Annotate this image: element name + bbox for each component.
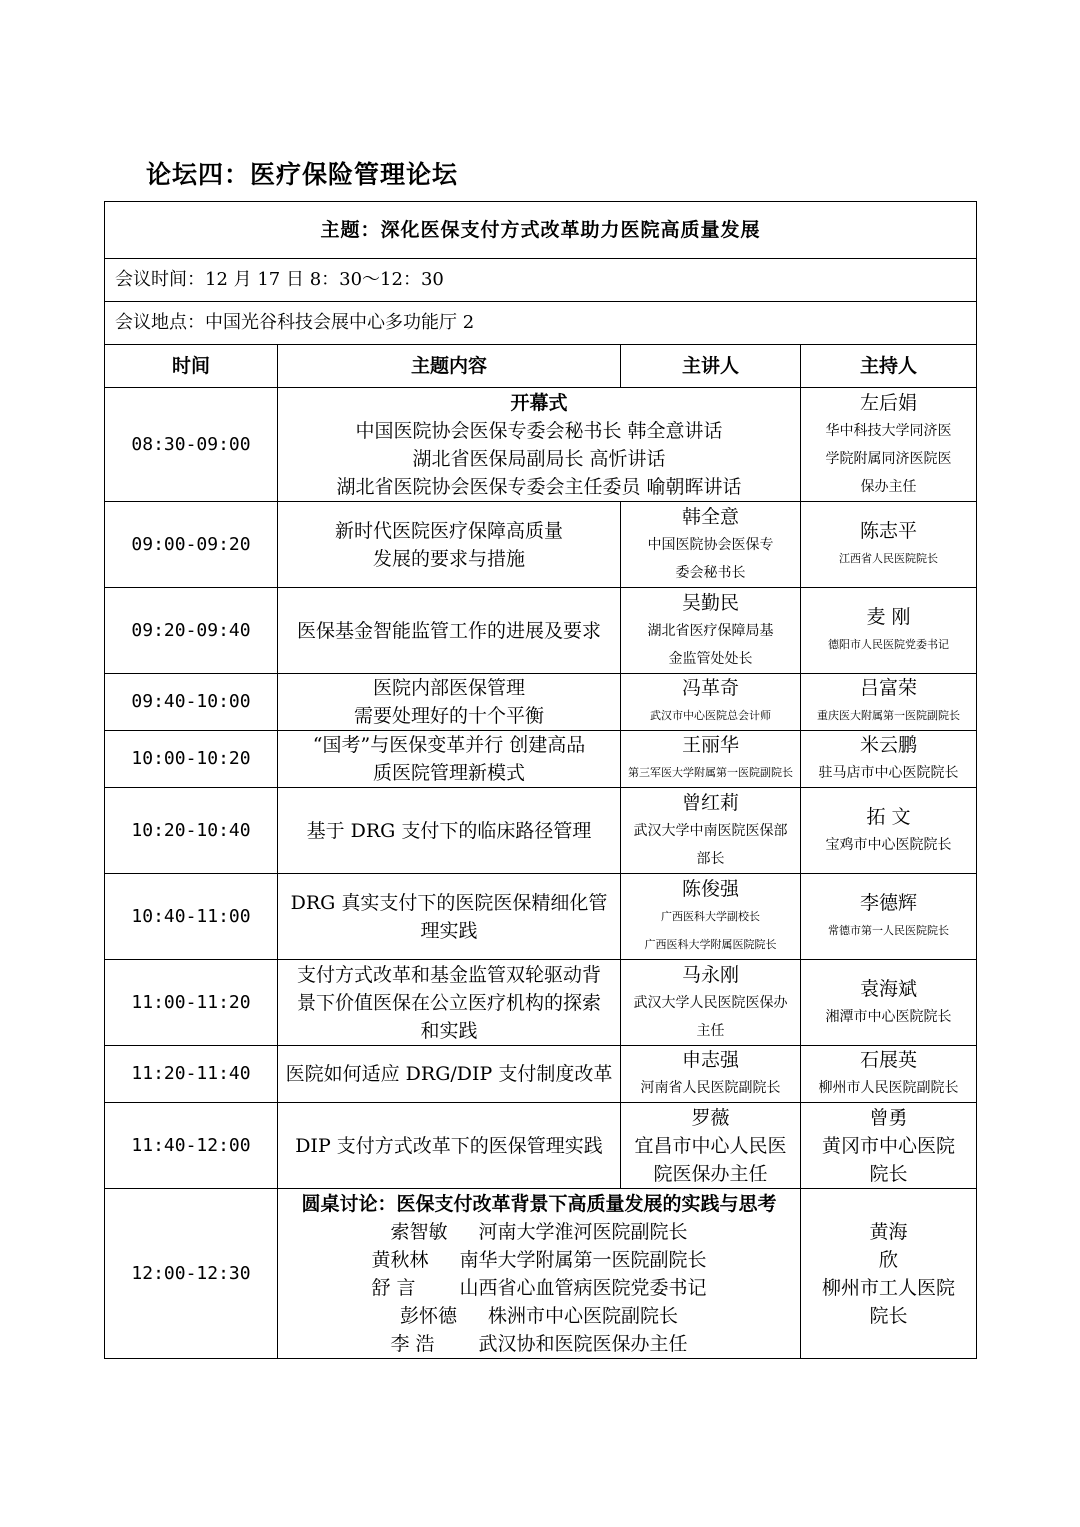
session-topic xyxy=(278,731,621,788)
speaker-title: 广西医科大学副校长 xyxy=(661,909,760,923)
host-title: 黄冈市中心医院 xyxy=(822,1134,956,1157)
panelist xyxy=(282,1218,796,1246)
topic-line: DRG 真实支付下的医院医保精细化管 xyxy=(290,891,608,914)
session-time: 11:40-12:00 xyxy=(105,1103,278,1189)
session-host xyxy=(801,731,977,788)
session-row xyxy=(105,502,977,588)
speaker-title: 河南省人民医院副院长 xyxy=(640,1080,781,1096)
speaker-name: 陈俊强 xyxy=(681,877,739,900)
session-time: 10:20-10:40 xyxy=(105,788,278,874)
session-row xyxy=(105,788,977,874)
panelist xyxy=(282,1302,796,1330)
session-time: 09:20-09:40 xyxy=(105,588,278,674)
session-topic xyxy=(278,588,621,674)
speaker-name: 罗薇 xyxy=(691,1106,730,1129)
opening-title: 开幕式 xyxy=(510,391,568,414)
speaker-title: 宜昌市中心人民医 xyxy=(634,1134,787,1157)
session-speaker xyxy=(621,1103,801,1189)
host-name: 曾勇 xyxy=(869,1106,908,1129)
opening-time: 08:30-09:00 xyxy=(105,388,278,502)
session-host xyxy=(801,588,977,674)
speaker-title: 院医保办主任 xyxy=(653,1162,768,1185)
host-title: 保办主任 xyxy=(860,478,917,495)
speaker-title: 第三军医大学附属第一医院副院长 xyxy=(628,766,793,779)
speaker-name: 冯革奇 xyxy=(681,677,739,699)
header-row xyxy=(105,345,977,388)
speaker-title: 委会秘书长 xyxy=(675,564,746,581)
speaker-title: 湖北省医疗保障局基 xyxy=(647,622,774,639)
opening-row xyxy=(105,388,977,502)
forum-title: 论坛四：医疗保险管理论坛 xyxy=(146,160,459,189)
host-title: 重庆医大附属第一医院副院长 xyxy=(817,709,960,722)
topic-line: 景下价值医保在公立医疗机构的探索 xyxy=(296,991,601,1014)
host-name: 米云鹏 xyxy=(860,734,918,756)
topic-line: 和实践 xyxy=(420,1019,478,1042)
session-row xyxy=(105,960,977,1046)
topic-line: 质医院管理新模式 xyxy=(372,762,525,784)
session-host xyxy=(801,1103,977,1189)
session-host xyxy=(801,1046,977,1103)
host-title: 常德市第一人民医院院长 xyxy=(828,923,949,937)
panelist-name: 舒 言 xyxy=(371,1276,416,1299)
theme-title: 主题：深化医保支付方式改革助力医院高质量发展 xyxy=(105,202,977,259)
panelist xyxy=(282,1330,796,1358)
topic-line: “国考”与医保变革并行 创建高品 xyxy=(312,734,586,756)
speaker-title: 金监管处处长 xyxy=(668,650,753,667)
roundtable-host xyxy=(801,1189,977,1359)
session-speaker xyxy=(621,1046,801,1103)
host-title: 湘潭市中心医院院长 xyxy=(825,1008,952,1025)
panelist-title: 河南大学淮河医院副院长 xyxy=(478,1220,688,1243)
host-line: 院长 xyxy=(869,1304,908,1327)
speaker-title: 主任 xyxy=(696,1022,725,1039)
session-time: 11:20-11:40 xyxy=(105,1046,278,1103)
session-host xyxy=(801,788,977,874)
session-time: 09:40-10:00 xyxy=(105,674,278,731)
topic-line: 医院内部医保管理 xyxy=(372,677,525,699)
topic-line: 发展的要求与措施 xyxy=(372,547,525,570)
opening-content xyxy=(278,388,801,502)
opening-line: 中国医院协会医保专委会秘书长 韩全意讲话 xyxy=(355,419,723,442)
session-topic xyxy=(278,874,621,960)
schedule-table xyxy=(104,201,977,1359)
session-speaker xyxy=(621,731,801,788)
topic-line: 需要处理好的十个平衡 xyxy=(353,705,544,727)
speaker-title: 中国医院协会医保专 xyxy=(647,536,774,553)
roundtable-row xyxy=(105,1189,977,1359)
roundtable-content xyxy=(278,1189,801,1359)
header-host: 主持人 xyxy=(801,345,977,388)
roundtable-time: 12:00-12:30 xyxy=(105,1189,278,1359)
session-topic xyxy=(278,502,621,588)
session-host xyxy=(801,502,977,588)
panelist-name: 李 浩 xyxy=(390,1332,435,1355)
topic-line: 理实践 xyxy=(420,919,478,942)
session-speaker xyxy=(621,788,801,874)
session-time: 09:00-09:20 xyxy=(105,502,278,588)
host-name: 左后娟 xyxy=(860,391,918,414)
session-host xyxy=(801,674,977,731)
session-topic xyxy=(278,788,621,874)
speaker-title: 武汉大学人民医院医保办 xyxy=(633,994,788,1011)
meeting-time: 会议时间：12 月 17 日 8：30～12：30 xyxy=(105,259,977,302)
panelist-title: 山西省心血管病医院党委书记 xyxy=(459,1276,707,1299)
topic-line: 新时代医院医疗保障高质量 xyxy=(334,519,563,542)
topic-line: 医保基金智能监管工作的进展及要求 xyxy=(296,619,601,642)
session-topic xyxy=(278,960,621,1046)
speaker-title: 武汉市中心医院总会计师 xyxy=(650,709,771,722)
session-time: 11:00-11:20 xyxy=(105,960,278,1046)
panelist-title: 武汉协和医院医保办主任 xyxy=(478,1332,688,1355)
roundtable-title: 圆桌讨论：医保支付改革背景下高质量发展的实践与思考 xyxy=(301,1192,777,1215)
host-name: 麦 刚 xyxy=(866,605,911,628)
session-speaker xyxy=(621,502,801,588)
session-row xyxy=(105,874,977,960)
opening-host xyxy=(801,388,977,502)
opening-line: 湖北省医保局副局长 高忻讲话 xyxy=(412,447,666,470)
session-speaker xyxy=(621,674,801,731)
session-row xyxy=(105,1046,977,1103)
session-speaker xyxy=(621,874,801,960)
host-title: 江西省人民医院院长 xyxy=(839,551,938,565)
host-title: 宝鸡市中心医院院长 xyxy=(825,836,952,853)
speaker-name: 王丽华 xyxy=(681,734,739,756)
topic-line: 医院如何适应 DRG/DIP 支付制度改革 xyxy=(285,1063,613,1085)
host-title: 院长 xyxy=(869,1162,908,1185)
session-row xyxy=(105,1103,977,1189)
host-name: 李德辉 xyxy=(860,891,918,914)
panelist-name: 彭怀德 xyxy=(399,1304,457,1327)
panelist-title: 株洲市中心医院副院长 xyxy=(487,1304,678,1327)
topic-line: DIP 支付方式改革下的医保管理实践 xyxy=(295,1134,603,1157)
speaker-name: 吴勤民 xyxy=(681,591,739,614)
speaker-name: 申志强 xyxy=(681,1049,739,1071)
opening-line: 湖北省医院协会医保专委会主任委员 喻朝晖讲话 xyxy=(336,475,742,498)
meeting-place: 会议地点：中国光谷科技会展中心多功能厅 2 xyxy=(105,302,977,345)
host-title: 华中科技大学同济医 xyxy=(825,422,952,439)
session-topic xyxy=(278,674,621,731)
host-line: 柳州市工人医院 xyxy=(822,1276,956,1299)
session-host xyxy=(801,874,977,960)
header-time: 时间 xyxy=(105,345,278,388)
session-row xyxy=(105,674,977,731)
panelist-name: 黄秋林 xyxy=(371,1248,429,1271)
host-title: 驻马店市中心医院院长 xyxy=(818,765,959,781)
speaker-title: 广西医科大学附属医院院长 xyxy=(644,937,777,951)
session-topic xyxy=(278,1103,621,1189)
speaker-name: 韩全意 xyxy=(681,505,739,528)
panelist-name: 索智敏 xyxy=(390,1220,448,1243)
speaker-name: 曾红莉 xyxy=(681,791,739,814)
panelist xyxy=(282,1246,796,1274)
host-name: 袁海斌 xyxy=(860,977,918,1000)
session-time: 10:40-11:00 xyxy=(105,874,278,960)
session-topic xyxy=(278,1046,621,1103)
session-time: 10:00-10:20 xyxy=(105,731,278,788)
host-line: 欣 xyxy=(879,1248,899,1271)
speaker-title: 武汉大学中南医院医保部 xyxy=(633,822,788,839)
session-host xyxy=(801,960,977,1046)
host-title: 柳州市人民医院副院长 xyxy=(818,1080,959,1096)
speaker-title: 部长 xyxy=(696,850,725,867)
header-speaker: 主讲人 xyxy=(621,345,801,388)
panelist-title: 南华大学附属第一医院副院长 xyxy=(459,1248,707,1271)
host-name: 陈志平 xyxy=(860,519,918,542)
host-name: 拓 文 xyxy=(866,805,911,828)
host-title: 德阳市人民医院党委书记 xyxy=(828,637,949,651)
session-row xyxy=(105,588,977,674)
header-topic: 主题内容 xyxy=(278,345,621,388)
host-line: 黄海 xyxy=(869,1220,908,1243)
speaker-name: 马永刚 xyxy=(681,963,739,986)
session-speaker xyxy=(621,588,801,674)
host-name: 石展英 xyxy=(860,1049,918,1071)
topic-line: 基于 DRG 支付下的临床路径管理 xyxy=(306,819,592,842)
topic-line: 支付方式改革和基金监管双轮驱动背 xyxy=(296,963,601,986)
host-name: 吕富荣 xyxy=(860,677,918,699)
session-row xyxy=(105,731,977,788)
panelist xyxy=(282,1274,796,1302)
session-speaker xyxy=(621,960,801,1046)
host-title: 学院附属同济医院医 xyxy=(825,450,952,467)
